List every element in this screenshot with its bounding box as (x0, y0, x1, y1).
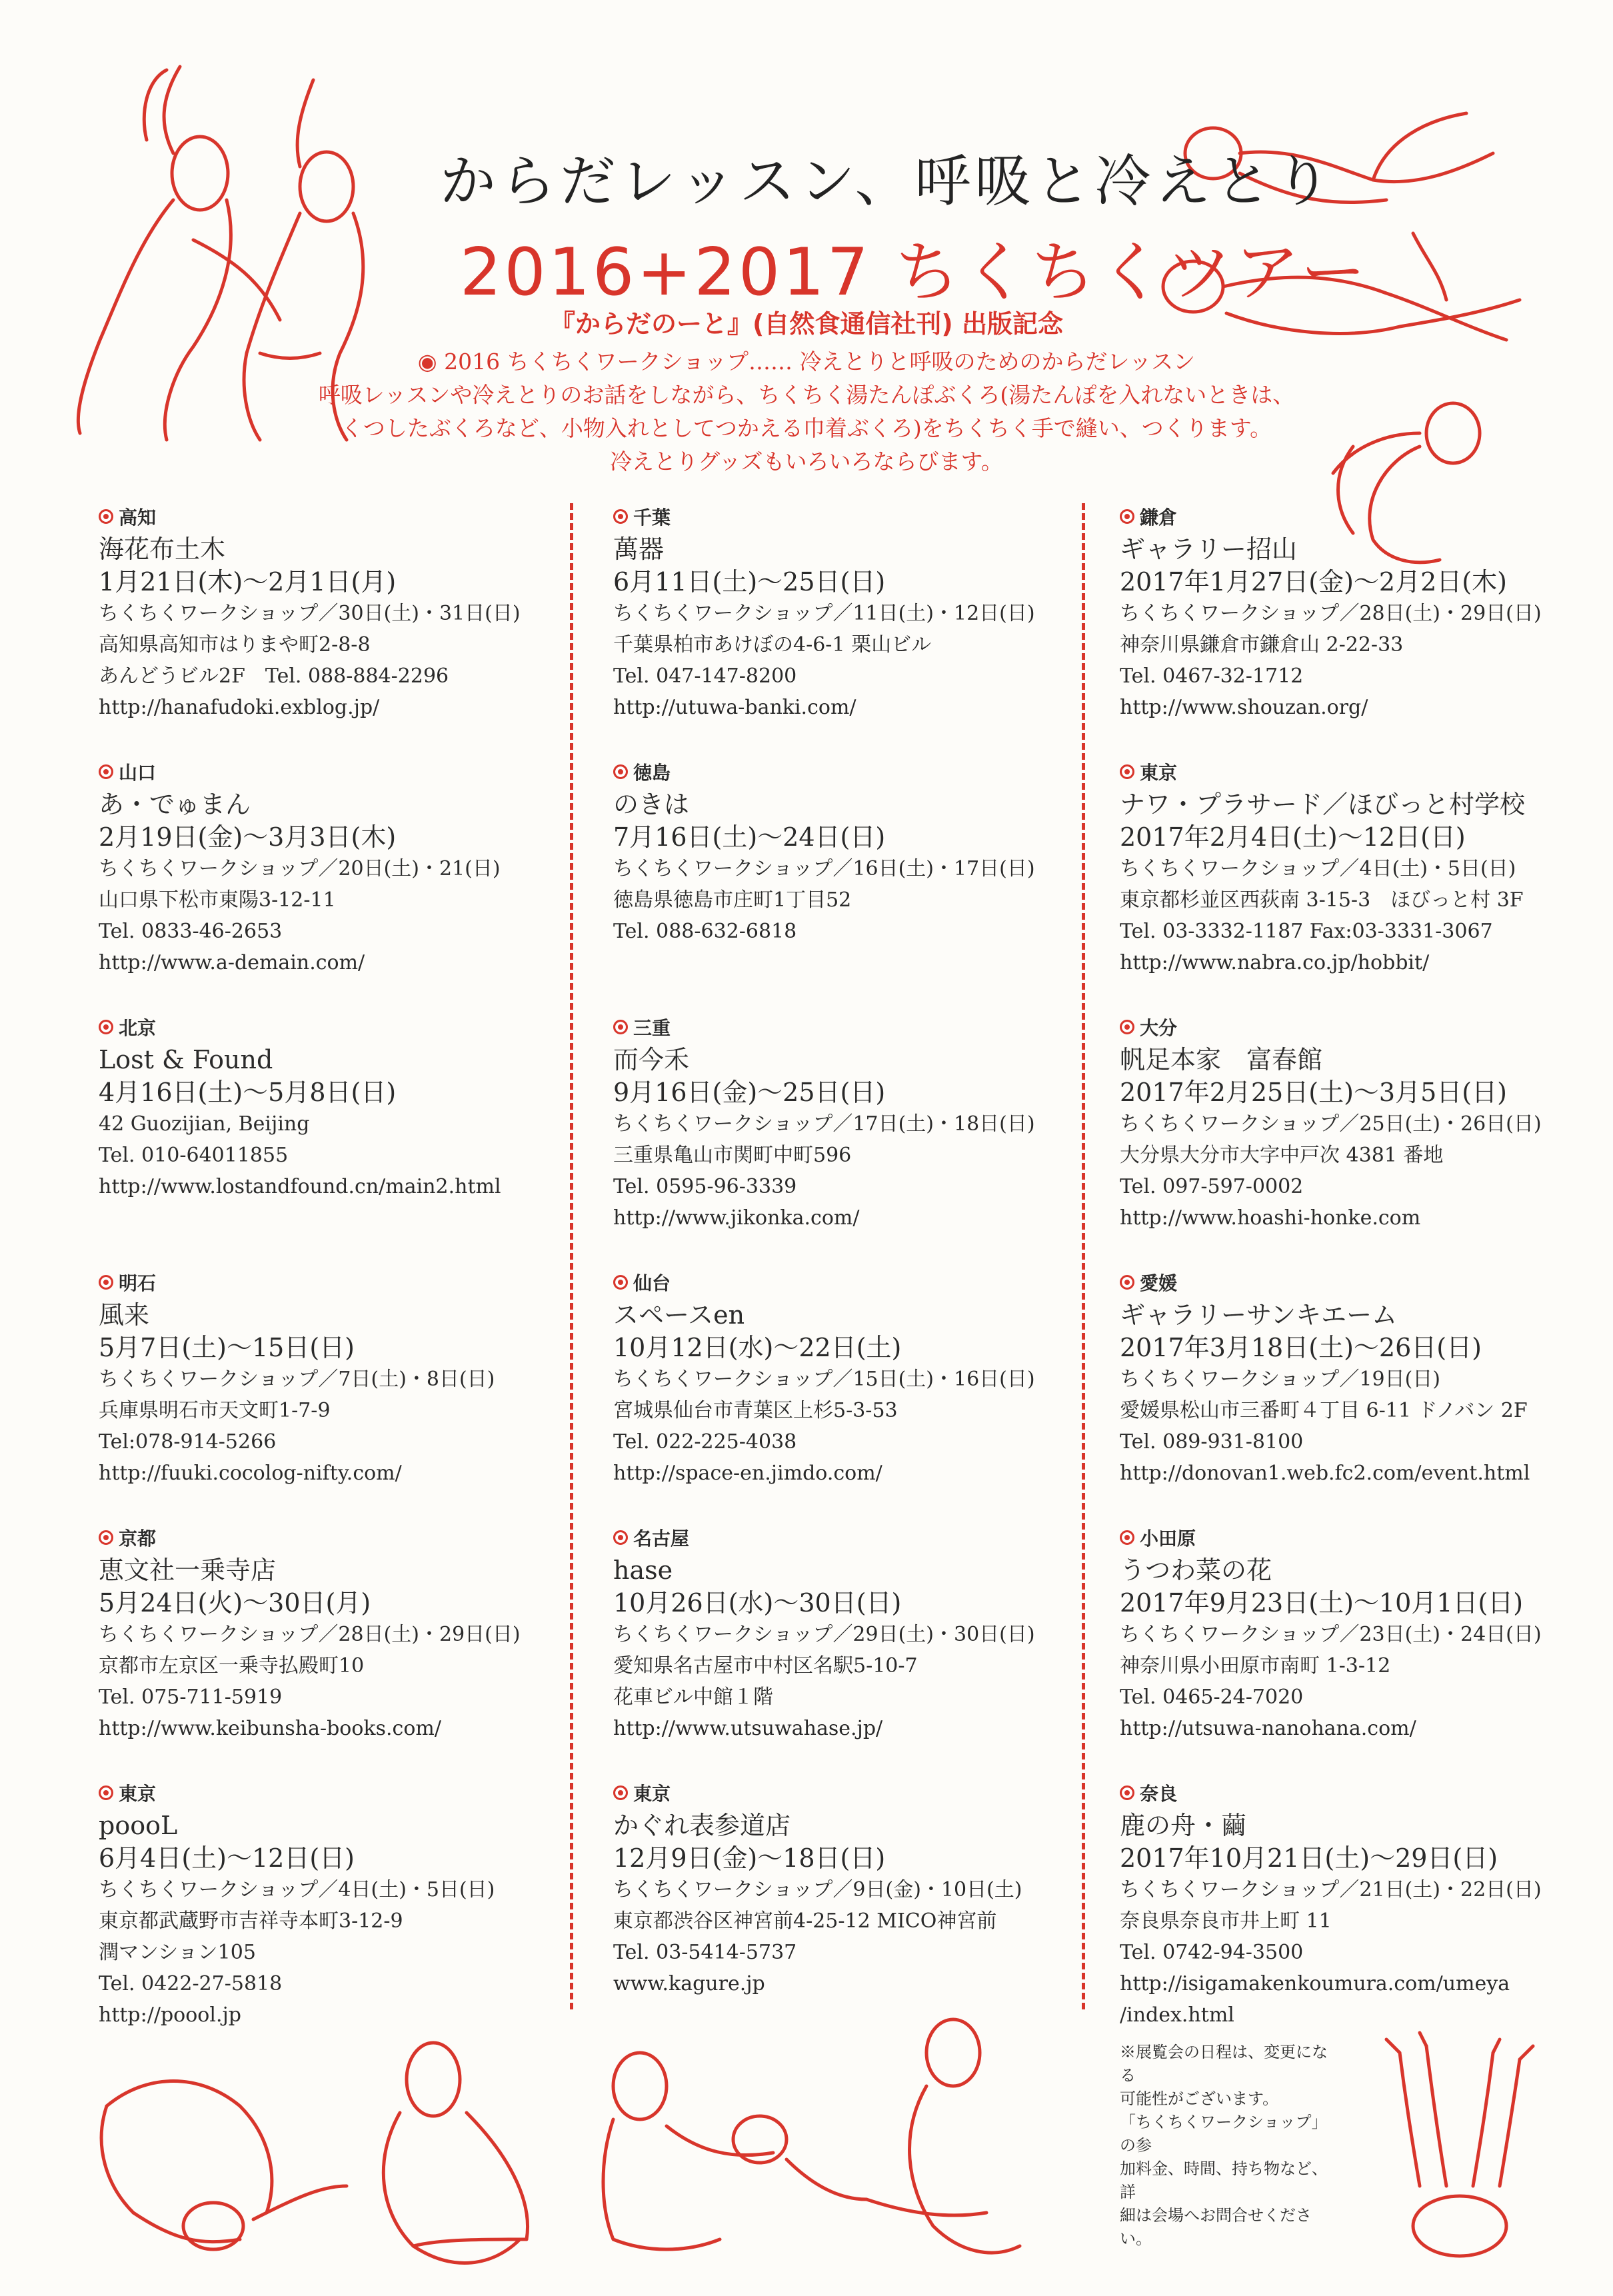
venue-detail: ちくちくワークショップ／4日(土)・5日(日) (1120, 857, 1516, 880)
venue-name: ナワ・プラサード／ほびっと村学校 (1120, 790, 1526, 819)
venue-detail: ちくちくワークショップ／23日(土)・24日(日) (1120, 1623, 1542, 1646)
venue-name: 萬器 (613, 535, 665, 564)
venue-detail: 高知県高知市はりまや町2-8-8 (99, 633, 371, 656)
venue-url[interactable]: http://www.nabra.co.jp/hobbit/ (1120, 951, 1430, 974)
region-label: 高知 (119, 507, 157, 529)
venue-url[interactable]: http://www.shouzan.org/ (1120, 696, 1368, 719)
venue-region (99, 503, 565, 530)
venue-detail: ちくちくワークショップ／17日(土)・18日(日) (613, 1112, 1035, 1136)
venue-region (613, 503, 1080, 530)
venue-entry (613, 1524, 1080, 1779)
venue-dates: 2月19日(金)～3月3日(木) (99, 822, 397, 852)
venue-detail: Tel. 075-711-5919 (99, 1686, 283, 1709)
venue-detail: Tel. 0595-96-3339 (613, 1175, 797, 1198)
venue-detail: Tel. 0742-94-3500 (1120, 1941, 1304, 1964)
venue-entry (99, 503, 565, 758)
venue-region (99, 1269, 565, 1296)
venue-url[interactable]: http://utuwa-banki.com/ (613, 696, 856, 719)
venue-entry (613, 1269, 1080, 1524)
venue-detail: 愛知県名古屋市中村区名駅5-10-7 (613, 1654, 918, 1678)
venue-detail: 神奈川県小田原市南町 1-3-12 (1120, 1654, 1391, 1678)
column-divider (570, 503, 573, 2009)
venue-detail: Tel. 0833-46-2653 (99, 920, 283, 943)
venue-detail: 東京都杉並区西荻南 3-15-3 ほびっと村 3F (1120, 888, 1524, 912)
venue-detail: Tel. 088-632-6818 (613, 920, 797, 943)
venue-detail: 山口県下松市東陽3-12-11 (99, 888, 336, 912)
venue-region (1120, 1524, 1586, 1551)
venue-detail: 潤マンション105 (99, 1941, 256, 1964)
schedule-note (1120, 2041, 1340, 2251)
venue-dates: 1月21日(木)～2月1日(月) (99, 567, 397, 596)
venue-region (613, 1524, 1080, 1551)
bullet-icon (99, 1275, 113, 1290)
venue-region (99, 1779, 565, 1806)
region-label: 京都 (119, 1528, 157, 1550)
bottom-figures-illustration (67, 1999, 1026, 2279)
venue-detail: 大分県大分市大字中戸次 4381 番地 (1120, 1144, 1444, 1167)
venue-detail: ちくちくワークショップ／7日(土)・8日(日) (99, 1368, 495, 1391)
venue-detail: 千葉県柏市あけぼの4-6-1 栗山ビル (613, 633, 932, 656)
venue-detail: Tel. 03-5414-5737 (613, 1941, 797, 1964)
venue-dates: 5月24日(火)～30日(月) (99, 1588, 371, 1618)
workshop-intro (293, 345, 1320, 479)
venue-url[interactable]: http://space-en.jimdo.com/ (613, 1462, 882, 1485)
region-label: 東京 (1140, 762, 1178, 784)
bullet-icon (99, 1020, 113, 1034)
venue-entry (1120, 1779, 1586, 2035)
venue-detail: 花車ビル中館１階 (613, 1686, 773, 1709)
bullet-icon (99, 764, 113, 779)
venue-detail: 宮城県仙台市青葉区上杉5-3-53 (613, 1399, 898, 1422)
intro-line: 冷えとりグッズもいろいろならびます。 (610, 449, 1003, 475)
region-label: 小田原 (1140, 1528, 1196, 1550)
venue-detail: 愛媛県松山市三番町４丁目 6-11 ドノバン 2F (1120, 1399, 1528, 1422)
region-label: 山口 (119, 762, 157, 784)
venue-region (613, 1014, 1080, 1040)
venue-url[interactable]: http://www.a-demain.com/ (99, 951, 365, 974)
venue-url[interactable]: http://www.keibunsha-books.com/ (99, 1717, 441, 1740)
bullet-icon (99, 1530, 113, 1545)
venue-entry (99, 758, 565, 1014)
venue-detail: ちくちくワークショップ／19日(日) (1120, 1368, 1440, 1391)
venue-detail: Tel. 089-931-8100 (1120, 1430, 1304, 1454)
venue-entry (99, 1269, 565, 1524)
venue-detail: Tel. 0465-24-7020 (1120, 1686, 1304, 1709)
venue-region (99, 1014, 565, 1040)
region-label: 名古屋 (633, 1528, 690, 1550)
venue-detail: ちくちくワークショップ／9日(金)・10日(土) (613, 1878, 1022, 1901)
venue-region (613, 758, 1080, 785)
venue-entry (99, 1779, 565, 2035)
venue-detail: ちくちくワークショップ／15日(土)・16日(日) (613, 1368, 1035, 1391)
venue-detail: ちくちくワークショップ／25日(土)・26日(日) (1120, 1112, 1542, 1136)
venue-detail: ちくちくワークショップ／21日(土)・22日(日) (1120, 1878, 1542, 1901)
venue-name: 鹿の舟・繭 (1120, 1811, 1247, 1840)
intro-line: くつしたぶくろなど、小物入れとしてつかえる巾着ぶくろ)をちくちく手で縫い、つくります。 (341, 415, 1272, 441)
venue-region (1120, 1014, 1586, 1040)
venue-detail: ちくちくワークショップ／28日(土)・29日(日) (1120, 602, 1542, 625)
venue-dates: 10月12日(水)～22日(土) (613, 1333, 902, 1362)
venue-url[interactable]: http://www.lostandfound.cn/main2.html (99, 1175, 501, 1198)
venue-detail: Tel. 010-64011855 (99, 1144, 289, 1167)
venue-detail: 三重県亀山市関町中町596 (613, 1144, 852, 1167)
bullet-icon (613, 1275, 628, 1290)
venue-detail: Tel. 0422-27-5818 (99, 1972, 283, 1995)
venue-detail: Tel. 0467-32-1712 (1120, 664, 1304, 688)
venue-detail: ちくちくワークショップ／29日(土)・30日(日) (613, 1623, 1035, 1646)
venue-entry (613, 758, 1080, 1014)
venue-url[interactable]: http://poool.jp (99, 2003, 241, 2027)
venue-region (613, 1269, 1080, 1296)
region-label: 鎌倉 (1140, 507, 1178, 529)
venue-detail: 東京都渋谷区神宮前4-25-12 MICO神宮前 (613, 1909, 997, 1933)
venue-region (1120, 1269, 1586, 1296)
venue-name: 恵文社一乗寺店 (99, 1556, 277, 1585)
main-title: からだレッスン、呼吸と冷えとり (440, 149, 1335, 214)
raised-legs-illustration (1360, 2026, 1560, 2273)
region-label: 北京 (119, 1017, 157, 1039)
venue-dates: 5月7日(土)～15日(日) (99, 1333, 355, 1362)
venue-url[interactable]: http://www.utsuwahase.jp/ (613, 1717, 883, 1740)
venue-region (1120, 503, 1586, 530)
venue-name: ギャラリーサンキエーム (1120, 1300, 1398, 1330)
venue-detail: 徳島県徳島市庄町1丁目52 (613, 888, 852, 912)
bullet-icon (613, 764, 628, 779)
venue-name: ギャラリー招山 (1120, 535, 1298, 564)
venue-region (1120, 1779, 1586, 1806)
tour-title: 2016+2017 ちくちくツアー (460, 235, 1369, 311)
venue-name: poooL (99, 1811, 178, 1840)
venue-detail: Tel:078-914-5266 (99, 1430, 277, 1454)
bullet-icon (613, 1020, 628, 1034)
venue-entry (613, 503, 1080, 758)
venue-detail: ちくちくワークショップ／20日(土)・21(日) (99, 857, 501, 880)
column-divider (1082, 503, 1085, 2009)
bullet-icon (1120, 1275, 1134, 1290)
region-label: 奈良 (1140, 1783, 1178, 1805)
region-label: 三重 (633, 1017, 671, 1039)
venue-detail: 東京都武蔵野市吉祥寺本町3-12-9 (99, 1909, 403, 1933)
bullet-icon (1120, 764, 1134, 779)
venue-column-3 (1120, 503, 1586, 2035)
venue-name: あ・でゅまん (99, 790, 251, 819)
bullet-icon (613, 1785, 628, 1800)
venue-dates: 2017年10月21日(土)～29日(日) (1120, 1843, 1498, 1873)
venue-dates: 2017年1月27日(金)～2月2日(木) (1120, 567, 1507, 596)
venue-dates: 2017年2月4日(土)～12日(日) (1120, 822, 1466, 852)
venue-detail: ちくちくワークショップ／30日(土)・31日(日) (99, 602, 521, 625)
venue-url[interactable]: http://fuuki.cocolog-nifty.com/ (99, 1462, 402, 1485)
venue-name: のきは (613, 790, 690, 819)
venue-name: 帆足本家 富春館 (1120, 1045, 1323, 1074)
venue-column-1 (99, 503, 565, 2035)
venue-detail: あんどうビル2F Tel. 088-884-2296 (99, 664, 449, 688)
venue-name: 海花布土木 (99, 535, 226, 564)
venue-detail: Tel. 03-3332-1187 Fax:03-3331-3067 (1120, 920, 1493, 943)
venue-detail: 奈良県奈良市井上町 11 (1120, 1909, 1332, 1933)
note-line: ※展覧会の日程は、変更になる (1120, 2043, 1328, 2085)
venue-region (99, 758, 565, 785)
note-line: 細は会場へお問合せください。 (1120, 2206, 1312, 2248)
venue-dates: 7月16日(土)～24日(日) (613, 822, 886, 852)
region-label: 徳島 (633, 762, 671, 784)
bullet-icon (99, 1785, 113, 1800)
bullet-icon (1120, 509, 1134, 524)
venue-dates: 2017年2月25日(土)～3月5日(日) (1120, 1078, 1507, 1107)
note-line: 加料金、時間、持ち物など、詳 (1120, 2159, 1328, 2201)
venue-name: かぐれ表参道店 (613, 1811, 791, 1840)
venue-dates: 2017年3月18日(土)～26日(日) (1120, 1333, 1482, 1362)
region-label: 明石 (119, 1272, 157, 1294)
venue-entry (1120, 1524, 1586, 1779)
venue-name: Lost & Found (99, 1045, 273, 1074)
bullet-icon (613, 1530, 628, 1545)
region-label: 仙台 (633, 1272, 671, 1294)
venue-detail: 京都市左京区一乗寺払殿町10 (99, 1654, 365, 1678)
venue-name: hase (613, 1556, 673, 1585)
venue-url[interactable]: http://isigamakenkoumura.com/umeya (1120, 1972, 1510, 1995)
venue-url[interactable]: http://utsuwa-nanohana.com/ (1120, 1717, 1416, 1740)
venue-region (1120, 758, 1586, 785)
venue-detail: Tel. 022-225-4038 (613, 1430, 797, 1454)
bullet-icon (1120, 1530, 1134, 1545)
venue-entry (1120, 1014, 1586, 1269)
venue-detail: 42 Guozijian, Beijing (99, 1112, 310, 1136)
bullet-icon (99, 509, 113, 524)
venue-name: 風来 (99, 1300, 150, 1330)
venue-dates: 10月26日(水)～30日(日) (613, 1588, 902, 1618)
venue-url[interactable]: http://donovan1.web.fc2.com/event.html (1120, 1462, 1530, 1485)
bullet-icon (1120, 1785, 1134, 1800)
venue-column-2 (613, 503, 1080, 2035)
venue-detail: ちくちくワークショップ／28日(土)・29日(日) (99, 1623, 521, 1646)
venue-detail: ちくちくワークショップ／16日(土)・17日(日) (613, 857, 1035, 880)
venue-url[interactable]: http://hanafudoki.exblog.jp/ (99, 696, 380, 719)
venue-detail: 兵庫県明石市天文町1-7-9 (99, 1399, 331, 1422)
venue-detail: ちくちくワークショップ／4日(土)・5日(日) (99, 1878, 495, 1901)
venue-entry (1120, 758, 1586, 1014)
region-label: 大分 (1140, 1017, 1178, 1039)
note-line: 可能性がございます。 (1120, 2089, 1279, 2108)
venue-name: うつわ菜の花 (1120, 1556, 1272, 1585)
venue-detail: Tel. 097-597-0002 (1120, 1175, 1304, 1198)
venue-entry (1120, 503, 1586, 758)
venue-url[interactable]: /index.html (1120, 2003, 1234, 2027)
venue-dates: 12月9日(金)～18日(日) (613, 1843, 886, 1873)
venue-region (99, 1524, 565, 1551)
venue-url[interactable]: www.kagure.jp (613, 1972, 765, 1995)
venue-region (613, 1779, 1080, 1806)
bullet-icon (1120, 1020, 1134, 1034)
region-label: 千葉 (633, 507, 671, 529)
venue-dates: 9月16日(金)～25日(日) (613, 1078, 886, 1107)
intro-line: ◉ 2016 ちくちくワークショップ…… 冷えとりと呼吸のためのからだレッスン (417, 349, 1196, 375)
bullet-icon (613, 509, 628, 524)
venue-entry (1120, 1269, 1586, 1524)
venue-dates: 6月4日(土)～12日(日) (99, 1843, 355, 1873)
venue-name: スペースen (613, 1300, 745, 1330)
venue-entry (99, 1524, 565, 1779)
note-line: 「ちくちくワークショップ」の参 (1120, 2113, 1328, 2155)
venue-detail: ちくちくワークショップ／11日(土)・12日(日) (613, 602, 1035, 625)
venue-entry (99, 1014, 565, 1269)
venue-entry (613, 1779, 1080, 2035)
venue-dates: 2017年9月23日(土)～10月1日(日) (1120, 1588, 1524, 1618)
venue-entry (613, 1014, 1080, 1269)
publication-subtitle: 『からだのーと』(自然食通信社刊) 出版記念 (550, 309, 1063, 339)
region-label: 東京 (633, 1783, 671, 1805)
venue-url[interactable]: http://www.hoashi-honke.com (1120, 1206, 1421, 1230)
venue-name: 而今禾 (613, 1045, 690, 1074)
venue-dates: 4月16日(土)～5月8日(日) (99, 1078, 397, 1107)
venue-dates: 6月11日(土)～25日(日) (613, 567, 886, 596)
venue-detail: Tel. 047-147-8200 (613, 664, 797, 688)
region-label: 東京 (119, 1783, 157, 1805)
intro-line: 呼吸レッスンや冷えとりのお話をしながら、ちくちく湯たんぽぶくろ(湯たんぽを入れないときは、 (318, 382, 1295, 408)
region-label: 愛媛 (1140, 1272, 1178, 1294)
venue-url[interactable]: http://www.jikonka.com/ (613, 1206, 860, 1230)
venue-detail: 神奈川県鎌倉市鎌倉山 2-22-33 (1120, 633, 1404, 656)
